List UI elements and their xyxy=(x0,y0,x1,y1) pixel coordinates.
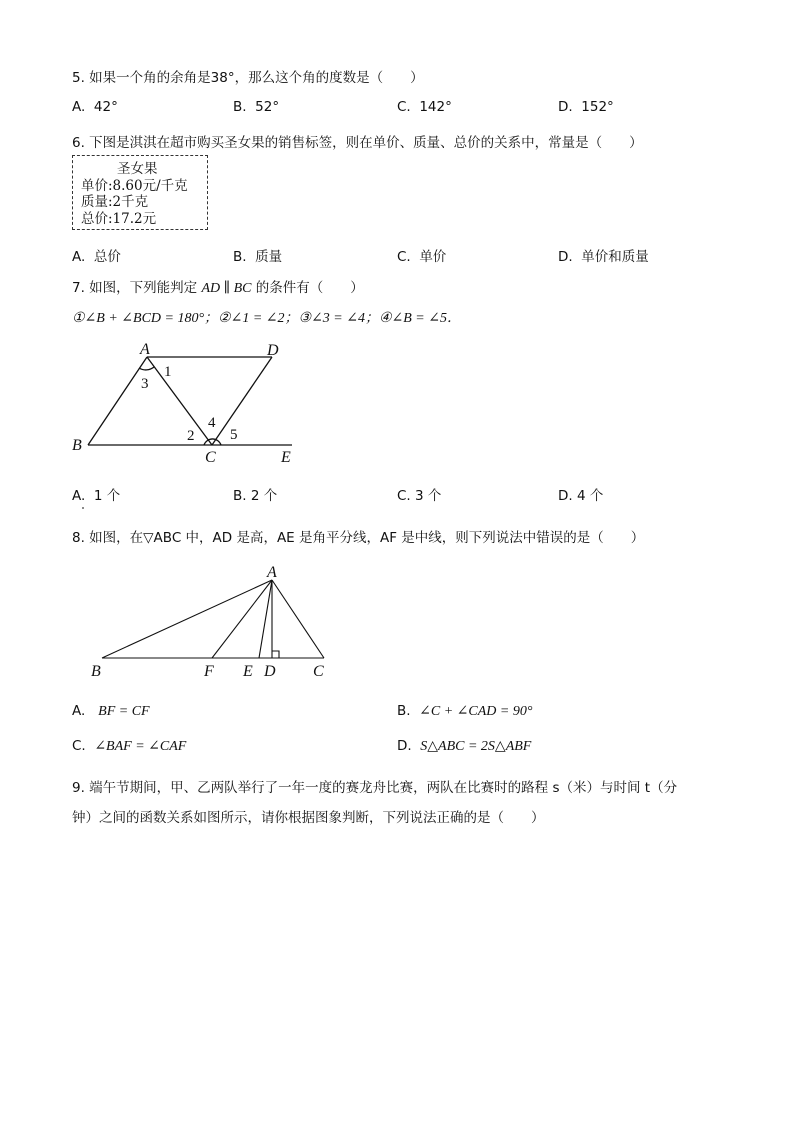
segment-af xyxy=(212,580,272,658)
option-text: 4 个 xyxy=(576,488,604,504)
q8-option-a xyxy=(72,703,150,720)
option-text: 42° xyxy=(93,99,118,115)
q6-option-c xyxy=(397,245,446,265)
angle-label-5: 5 xyxy=(230,427,238,443)
option-text: 单价和质量 xyxy=(581,249,649,265)
option-letter: B. xyxy=(233,249,247,265)
option-text: BF = CF xyxy=(98,704,150,719)
option-text: 3 个 xyxy=(415,488,442,504)
segment-ac xyxy=(272,580,324,658)
q6-option-b xyxy=(233,245,282,265)
point-c: C xyxy=(313,663,324,680)
q5-stem: 5. 如果一个角的余角是38°，那么这个角的度数是（ ） xyxy=(72,70,424,86)
option-text: 1 个 xyxy=(93,488,121,504)
point-d: D xyxy=(264,663,276,680)
option-text: S△ABC = 2S△ABF xyxy=(420,739,532,754)
option-text: ∠C + ∠CAD = 90° xyxy=(419,704,533,719)
q7-stem-suffix: 的条件有（ ） xyxy=(255,280,364,296)
q6-option-a xyxy=(72,245,121,265)
point-c: C xyxy=(205,449,216,466)
sales-label-title: 圣女果 xyxy=(117,161,158,177)
option-text: 152° xyxy=(581,99,614,115)
sales-label-weight: 质量:2千克 xyxy=(81,194,149,210)
point-e: E xyxy=(243,663,253,680)
option-letter: D. xyxy=(397,738,412,754)
q8-stem: 8. 如图，在▽ABC 中，AD 是高，AE 是角平分线，AF 是中线，则下列说法中错误的是（ ） xyxy=(72,530,645,546)
point-d: D xyxy=(267,342,279,359)
option-letter: C. xyxy=(397,488,411,504)
right-angle-mark xyxy=(272,651,279,658)
q7-figure xyxy=(66,336,306,468)
angle-arc-3 xyxy=(139,367,154,370)
option-text: 52° xyxy=(255,99,280,115)
option-letter: C. xyxy=(72,738,86,754)
option-text: 质量 xyxy=(255,249,283,265)
angle-label-1: 1 xyxy=(164,364,172,380)
option-text: 142° xyxy=(419,99,452,115)
q5-option-d xyxy=(558,99,614,115)
option-letter: B. xyxy=(397,703,411,719)
segment-dc xyxy=(212,357,272,445)
q5-option-c xyxy=(397,99,452,115)
q5-option-a xyxy=(72,99,118,115)
q9-stem-line1: 9. 端午节期间，甲、乙两队举行了一年一度的赛龙舟比赛，两队在比赛时的路程 s（米）与时间 t（分 xyxy=(72,780,678,796)
sales-label-total: 总价:17.2元 xyxy=(81,210,157,227)
segment-ac xyxy=(147,357,212,445)
option-text: 单价 xyxy=(419,249,447,265)
point-a: A xyxy=(140,341,150,358)
point-a: A xyxy=(267,564,277,581)
angle-label-4: 4 xyxy=(208,415,216,431)
sales-label-unit-price: 单价:8.60元/千克 xyxy=(81,177,188,194)
segment-ae xyxy=(259,580,272,658)
segment-ab xyxy=(102,580,272,658)
q5-option-b xyxy=(233,99,279,115)
point-b: B xyxy=(91,663,101,680)
option-text: ∠BAF = ∠CAF xyxy=(94,739,187,754)
segment-ab xyxy=(88,357,147,445)
option-text: 2 个 xyxy=(250,488,278,504)
option-letter: A. xyxy=(72,249,86,265)
q9-stem-line2: 钟）之间的函数关系如图所示，请你根据图象判断，下列说法正确的是（ ） xyxy=(72,810,545,826)
q8-option-c xyxy=(72,738,186,755)
q7-option-b xyxy=(233,484,277,504)
angle-label-3: 3 xyxy=(141,376,149,392)
angle-label-2: 2 xyxy=(187,428,195,444)
option-letter: B. xyxy=(233,99,247,115)
point-e: E xyxy=(281,449,291,466)
stray-dot xyxy=(82,507,84,509)
q7-stem xyxy=(72,276,364,297)
option-letter: D. xyxy=(558,249,573,265)
q7-stem-math: AD ∥ BC xyxy=(201,281,252,296)
q6-stem: 6. 下图是淇淇在超市购买圣女果的销售标签，则在单价、质量、总价的关系中，常量是（ ） xyxy=(72,135,643,151)
option-letter: A. xyxy=(72,488,86,504)
q7-option-a xyxy=(72,484,120,504)
option-letter: D. xyxy=(558,488,573,504)
point-b: B xyxy=(72,437,82,454)
q8-option-b xyxy=(397,703,532,720)
q7-conditions: ①∠B + ∠BCD = 180°；②∠1 = ∠2；③∠3 = ∠4；④∠B = ∠5． xyxy=(72,311,461,326)
q6-option-d xyxy=(558,245,649,265)
q7-stem-prefix: 7. 如图，下列能判定 xyxy=(72,280,198,296)
option-letter: C. xyxy=(397,99,411,115)
q8-figure xyxy=(80,562,340,684)
option-letter: C. xyxy=(397,249,411,265)
option-letter: A. xyxy=(72,703,86,719)
option-text: 总价 xyxy=(93,249,121,265)
sales-label xyxy=(72,155,208,230)
q8-option-d xyxy=(397,738,531,755)
q7-option-c xyxy=(397,484,441,504)
point-f: F xyxy=(204,663,214,680)
option-letter: D. xyxy=(558,99,573,115)
q7-option-d xyxy=(558,484,603,504)
option-letter: A. xyxy=(72,99,86,115)
option-letter: B. xyxy=(233,488,247,504)
